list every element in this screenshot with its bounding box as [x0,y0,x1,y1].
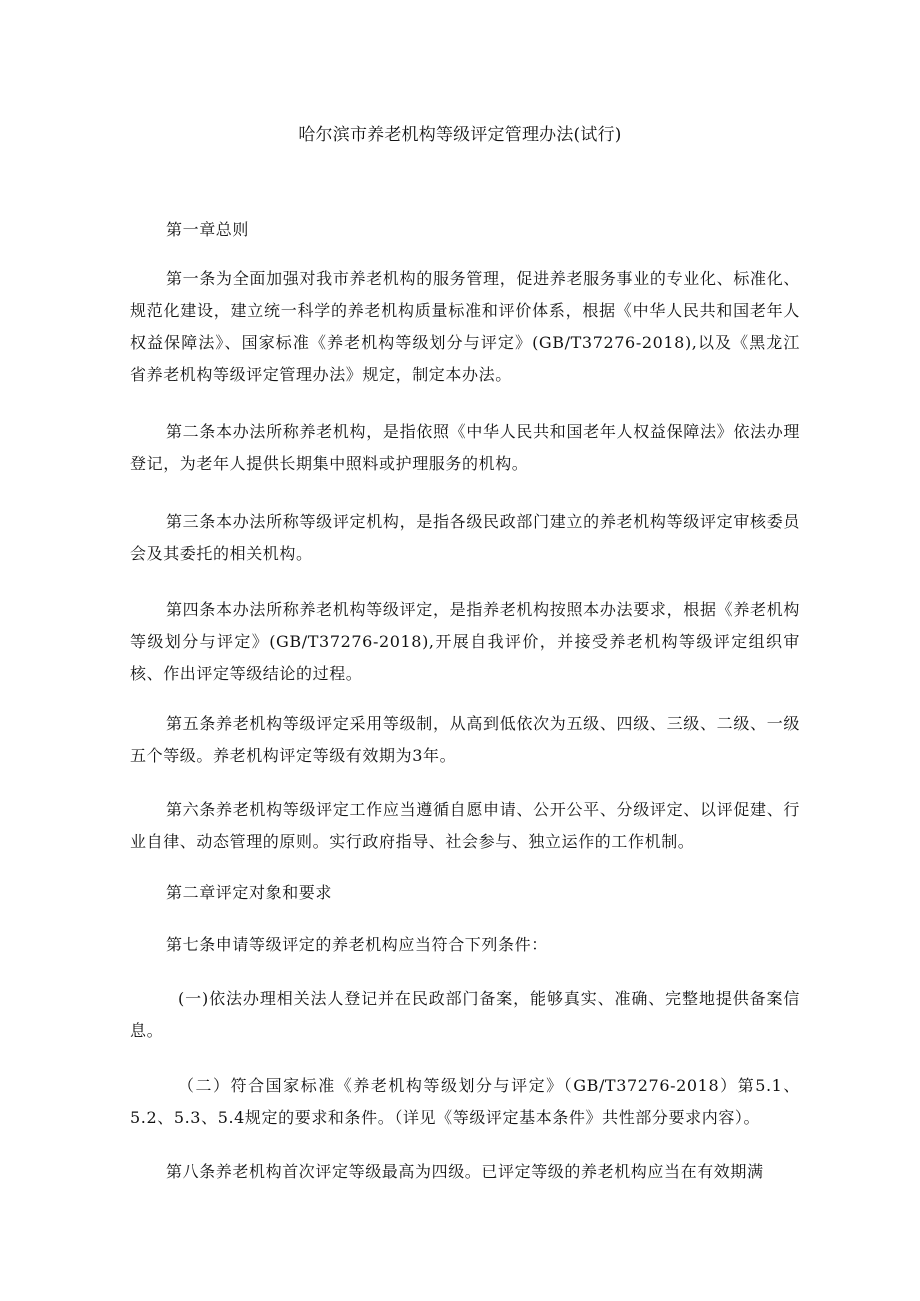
article-2: 第二条本办法所称养老机构，是指依照《中华人民共和国老年人权益保障法》依法办理登记，为老年人提供长期集中照料或护理服务的机构。 [130,422,800,473]
article-7: 第七条申请等级评定的养老机构应当符合下列条件： [166,935,548,954]
chapter-1-heading: 第一章总则 [166,220,250,239]
article-6: 第六条养老机构等级评定工作应当遵循自愿申请、公开公平、分级评定、以评促建、行业自律、动态管理的原则。实行政府指导、社会参与、独立运作的工作机制。 [130,800,800,851]
chapter-2-heading: 第二章评定对象和要求 [166,883,333,902]
article-7-item-1: (一)依法办理相关法人登记并在民政部门备案，能够真实、准确、完整地提供备案信息。 [130,989,800,1040]
article-8: 第八条养老机构首次评定等级最高为四级。已评定等级的养老机构应当在有效期满 [166,1162,764,1181]
article-7-item-2: （二）符合国家标准《养老机构等级划分与评定》（GB/T37276-2018）第5.1、5.2、5.3、5.4规定的要求和条件。（详见《等级评定基本条件》共性部分要求内容）。 [130,1076,800,1127]
article-3: 第三条本办法所称等级评定机构，是指各级民政部门建立的养老机构等级评定审核委员会及其委托的相关机构。 [130,512,800,563]
article-4: 第四条本办法所称养老机构等级评定，是指养老机构按照本办法要求，根据《养老机构等级划分与评定》(GB/T37276-2018),开展自我评价，并接受养老机构等级评定组织审核、作出评定等级结论的过程。 [130,600,800,683]
article-5: 第五条养老机构等级评定采用等级制，从高到低依次为五级、四级、三级、二级、一级五个等级。养老机构评定等级有效期为3年。 [130,714,800,765]
article-1: 第一条为全面加强对我市养老机构的服务管理，促进养老服务事业的专业化、标准化、规范化建设，建立统一科学的养老机构质量标准和评价体系，根据《中华人民共和国老年人权益保障法》、国家标准《养老机构等级划分与评定》(GB/T37276-2018),以及《黑龙江省养老机构等级评定管理办法》规定，制定本办法。 [130,269,800,384]
document-title: 哈尔滨市养老机构等级评定管理办法(试行) [298,125,622,145]
